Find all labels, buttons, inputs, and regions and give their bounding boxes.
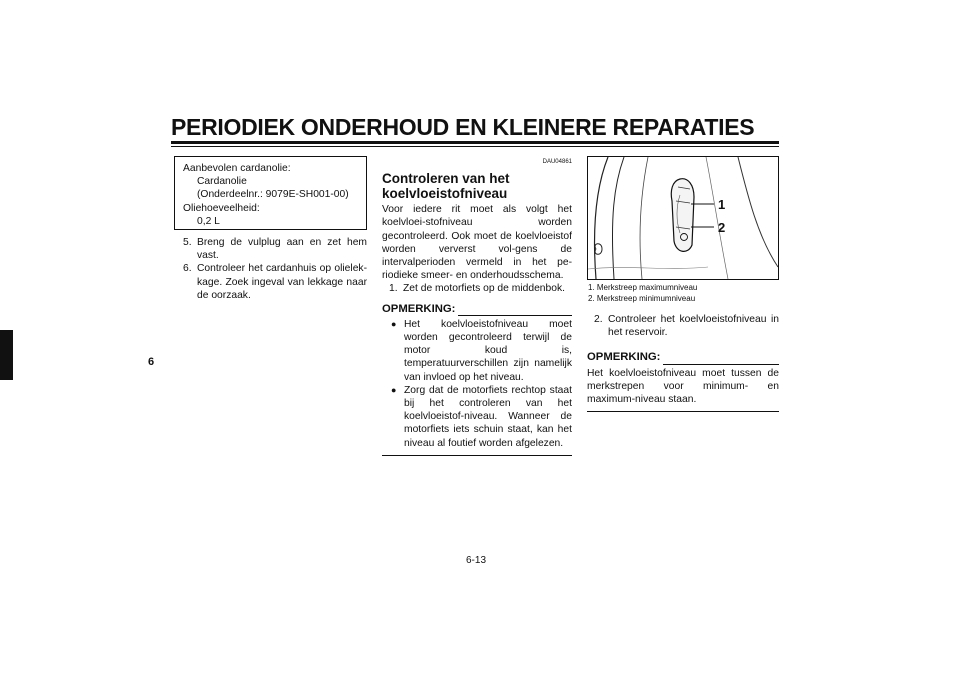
bullet-icon: ● [391,384,397,395]
document-code: DAU04861 [542,159,572,165]
spec-box [174,156,367,230]
spec-quantity-label: Oliehoeveelheid: [183,202,260,214]
note-heading [587,351,779,364]
list-item [183,262,367,302]
note-label: OPMERKING: [382,302,456,315]
right-column [587,313,779,412]
step-number: 2. [594,314,603,325]
caption-2: 2. Merkstreep minimumniveau [588,293,696,303]
callout-1: 1 [718,197,726,212]
step-text: Zet de motorfiets op de middenbok. [403,283,565,295]
page-title: PERIODIEK ONDERHOUD EN KLEINERE REPARATIES [171,114,755,140]
bullet-icon: ● [391,318,397,329]
note-heading [382,303,572,316]
title-rule-thin [171,146,779,147]
chapter-tab-marker [0,330,13,380]
callout-2: 2 [718,220,726,235]
note-rule [458,306,572,316]
step-text: Breng de vulplug aan en zet hem vast. [197,237,367,262]
note-label: OPMERKING: [587,351,661,364]
section-heading: Controleren van het koelvloeistofniveau [382,171,510,202]
title-rule [171,141,779,144]
note-text: Het koelvloeistofniveau moet tussen de merkstrepen voor minimum- en maximum-niveau staan. [587,367,779,406]
list-item [382,282,572,295]
section-intro: Voor iedere rit moet als volgt het koelvloei-stofniveau worden gecontroleerd. Ook moet de koelvloeistof worden ververst vol-gens de intervalperioden vermeld in het pe-riodieke smeer- en onderhoudsschema. [382,204,572,282]
spec-quantity: 0,2 L [197,215,220,227]
note-bullet-text: Zorg dat de motorfiets rechtop staat bij het controleren van het koelvloeistof-niveau. Wanneer de motorfiets iets schuin staat, kan het niveau al foutief worden afgelezen. [404,384,572,449]
section-coolant [382,156,572,456]
spec-oil: Cardanolie [197,176,247,188]
list-item [382,384,572,450]
chapter-number: 6 [148,356,155,368]
step-text: Controleer het cardanhuis op olielek-kage. Zoek ingeval van lekkage naar de oorzaak. [197,263,367,301]
spec-part-number: (Onderdeelnr.: 9079E-SH001-00) [197,189,349,201]
note-bullet-text: Het koelvloeistofniveau moet worden gecontroleerd terwijl de motor koud is, temperatuurverschillen zijn namelijk van invloed op het niveau. [404,318,572,383]
list-item [587,313,779,339]
list-item [382,318,572,384]
page-number: 6-13 [466,555,487,566]
left-steps [183,236,367,302]
note-end-rule [587,411,779,412]
caption-1: 1. Merkstreep maximumniveau [588,283,698,292]
list-item [183,236,367,262]
note-end-rule [382,455,572,456]
step-text: Controleer het koelvloeistofniveau in het reservoir. [608,314,779,339]
spec-label: Aanbevolen cardanolie: [183,163,291,174]
note-rule [663,355,779,365]
reservoir-drawing [588,157,778,279]
figure-captions [588,283,778,304]
step-number: 5. [183,237,192,248]
coolant-reservoir-illustration [587,156,779,280]
step-number: 6. [183,263,192,275]
step-number: 1. [389,283,398,295]
